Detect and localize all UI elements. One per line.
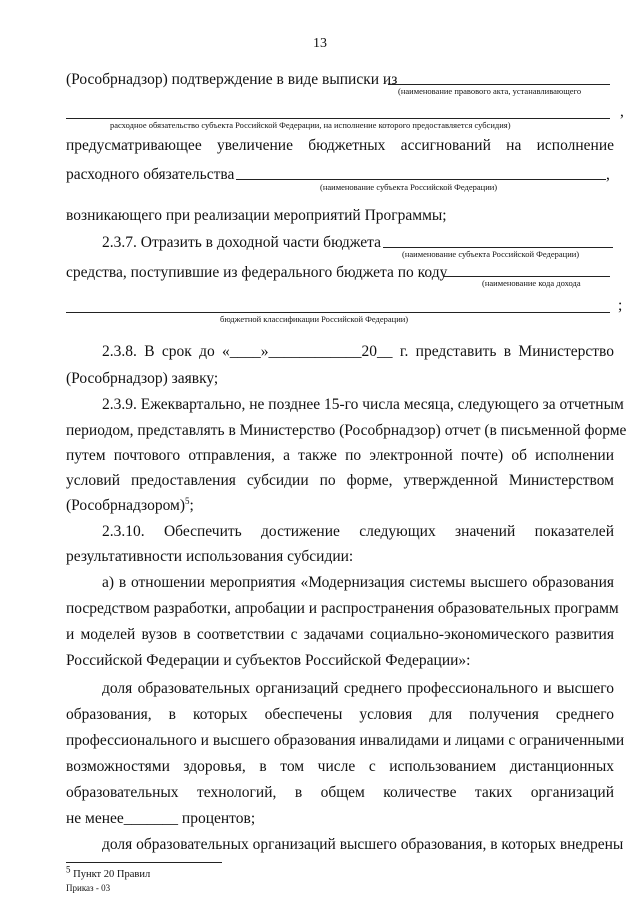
text-line: возможностями здоровья, в том числе с использованием дистанционных xyxy=(66,758,614,775)
document-code: Приказ - 03 xyxy=(66,883,111,893)
text-line: периодом, представлять в Министерство (Рособрнадзор) отчет (в письменной форме xyxy=(66,422,627,439)
text-line: образования, в которых обеспечены условия для получения среднего xyxy=(66,706,614,723)
field-note: бюджетной классификации Российской Федерации) xyxy=(220,314,409,324)
text-line: путем почтового отправления, а также по электронной почте) об исполнении xyxy=(66,447,614,464)
punctuation: ; xyxy=(618,297,623,314)
field-note: (наименование правового акта, устанавливающего xyxy=(398,86,582,96)
text-line: условий предоставления субсидии по форме, утвержденной Министерством xyxy=(66,472,614,489)
text-line: образовательных технологий, в общем количестве таких организаций xyxy=(66,784,614,801)
text-line: и моделей вузов в соответствии с задачами социально-экономического развития xyxy=(66,626,614,643)
field-note: (наименование субъекта Российской Федерации) xyxy=(320,182,498,192)
field-note: (наименование субъекта Российской Федерации) xyxy=(402,249,580,259)
text-line: 2.3.10. Обеспечить достижение следующих значений показателей xyxy=(102,523,614,540)
footnote-marker: 5 xyxy=(66,864,71,875)
text-line: средства, поступившие из федерального бюджета по коду xyxy=(66,264,448,281)
blank-line xyxy=(66,118,610,119)
footnote-separator xyxy=(66,862,222,863)
text-line: 2.3.7. Отразить в доходной части бюджета xyxy=(102,234,381,251)
text-line: 2.3.9. Ежеквартально, не позднее 15-го числа месяца, следующего за отчетным xyxy=(102,396,624,413)
footnote-ref: 5 xyxy=(185,495,190,506)
field-note: (наименование кода дохода xyxy=(482,278,581,288)
text-line: возникающего при реализации мероприятий Программы; xyxy=(66,207,447,224)
text-line: профессионального и высшего образования инвалидами и лицами с ограниченными xyxy=(66,732,625,749)
text-line: предусматривающее увеличение бюджетных ассигнований на исполнение xyxy=(66,137,614,154)
text-line: а) в отношении мероприятия «Модернизация системы высшего образования xyxy=(102,574,614,591)
punctuation: , xyxy=(620,103,624,120)
text-line: 2.3.8. В срок до «____»____________20__ г. представить в Министерство xyxy=(102,343,614,360)
text-line: посредством разработки, апробации и распространения образовательных программ xyxy=(66,600,619,617)
field-note: расходное обязательство субъекта Российской Федерации, на исполнение которого предоставляется субсидия) xyxy=(110,120,511,130)
text-line: (Рособрнадзором)$^5$; xyxy=(66,495,194,514)
blank-line xyxy=(444,276,610,277)
text-line: (Рособрнадзор) заявку; xyxy=(66,370,219,387)
page-number: 13 xyxy=(313,36,327,51)
text-line: результативности использования субсидии: xyxy=(66,548,354,565)
text-line: доля образовательных организаций среднего профессионального и высшего xyxy=(102,680,614,697)
blank-line xyxy=(383,247,613,248)
blank-line xyxy=(66,312,610,313)
punctuation: , xyxy=(606,166,610,183)
text-line: не менее_______ процентов; xyxy=(66,810,256,827)
text-line: Российской Федерации и субъектов Российской Федерации»: xyxy=(66,652,471,669)
text-line: (Рособрнадзор) подтверждение в виде выписки из xyxy=(66,71,398,88)
text-line: доля образовательных организаций высшего образования, в которых внедрены xyxy=(102,836,624,853)
text-line: расходного обязательства xyxy=(66,166,235,183)
blank-line xyxy=(236,179,606,180)
blank-line xyxy=(388,84,610,85)
footnote: $^5$ Пункт 20 Правил xyxy=(66,864,151,880)
